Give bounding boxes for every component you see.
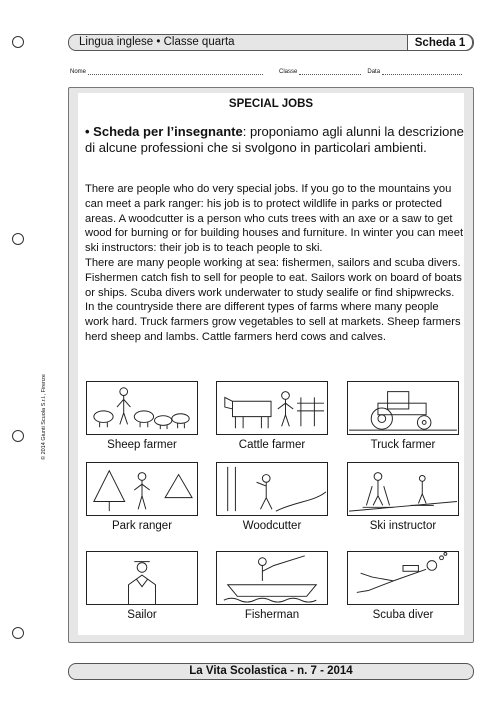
cattle-farmer-icon [216, 381, 328, 435]
picture-card [216, 551, 328, 621]
picture-caption: Park ranger [111, 520, 173, 532]
class-field: Classe [279, 68, 361, 75]
picture-caption: Ski instructor [369, 520, 437, 532]
picture-caption: Sailor [127, 609, 157, 621]
page-title: SPECIAL JOBS [228, 98, 314, 110]
picture-caption: Fisherman [244, 609, 300, 621]
picture-card [347, 462, 459, 532]
park-ranger-icon [86, 462, 198, 516]
paragraph: There are many people working at sea: fishermen, sailors and scuba divers. Fishermen catch fish to sell for people to eat. Sailors work on board of boats or ships. Scuba divers work underwater to study sealife or find shipwrecks. [85, 256, 462, 299]
sailor-icon [86, 551, 198, 605]
tractor-icon [347, 381, 459, 435]
student-fields [70, 68, 474, 75]
name-field: Nome [70, 68, 263, 75]
picture-card [86, 551, 198, 621]
sheep-farmer-icon [86, 381, 198, 435]
binder-hole [12, 36, 24, 48]
picture-caption: Sheep farmer [107, 439, 177, 451]
picture-card [216, 462, 328, 532]
picture-card [347, 381, 459, 451]
picture-caption: Scuba diver [372, 609, 434, 621]
reading-text [85, 182, 465, 345]
picture-caption: Cattle farmer [238, 439, 306, 451]
header-bar [68, 34, 474, 51]
sheet-label: Scheda 1 [407, 34, 473, 51]
teacher-note: • Scheda per l’insegnante: proponiamo agli alunni la descrizione di alcune professioni che si svolgono in particolari ambienti. [85, 124, 464, 155]
picture-card [86, 462, 198, 532]
picture-caption: Truck farmer [370, 439, 436, 451]
picture-caption: Woodcutter [242, 520, 302, 532]
footer-bar: La Vita Scolastica - n. 7 - 2014 [68, 663, 474, 680]
binder-hole [12, 233, 24, 245]
ski-instructor-icon [347, 462, 459, 516]
copyright-notice: © 2014 Giunti Scuola S.r.l., Firenze [41, 374, 47, 460]
paragraph: In the countryside there are different types of farms where many people work hard. Truck farmers grow vegetables to sell at markets. Sheep farmers herd sheep and lambs. Cattle farmers herd cows and calves. [85, 301, 461, 343]
binder-hole [12, 430, 24, 442]
picture-card [216, 381, 328, 451]
binder-hole [12, 627, 24, 639]
scuba-diver-icon [347, 551, 459, 605]
picture-card [347, 551, 459, 621]
subject-label: Lingua inglese • Classe quarta [79, 36, 235, 48]
paragraph: There are people who do very special jobs. If you go to the mountains you can meet a park ranger: his job is to protect wildlife in parks or protected areas. A woodcutter is a person who cuts trees with an axe or a saw to get wood for burning or for building houses and furniture. In winter you can meet ski instructors: their job is to teach people to ski. [85, 183, 464, 255]
picture-card [86, 381, 198, 451]
date-field: Data [367, 68, 462, 75]
woodcutter-icon [216, 462, 328, 516]
fisherman-icon [216, 551, 328, 605]
